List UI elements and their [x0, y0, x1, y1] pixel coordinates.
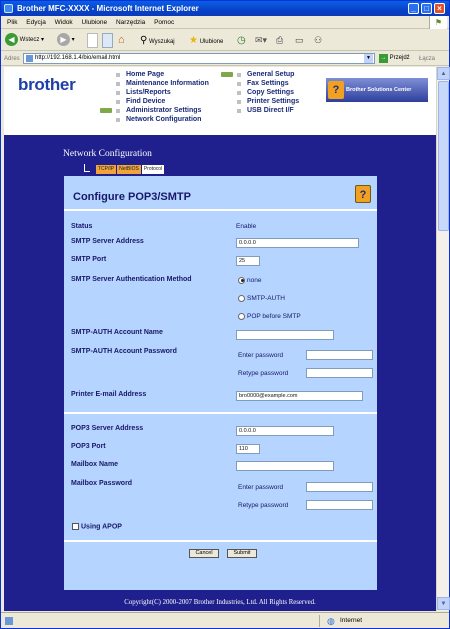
divider — [319, 615, 320, 627]
forward-button[interactable]: ▶ ▾ — [57, 33, 75, 48]
brother-logo: brother — [18, 75, 76, 94]
vertical-scrollbar[interactable] — [436, 67, 449, 611]
messenger-icon[interactable]: ⚇ — [314, 35, 323, 45]
mail-icon[interactable]: ✉▾ — [255, 35, 268, 45]
back-label: Wstecz — [19, 37, 40, 44]
globe-icon: ◍ — [327, 616, 335, 626]
menu-view[interactable]: Widok — [54, 19, 73, 26]
nav-printer-settings[interactable]: Printer Settings — [235, 97, 299, 106]
go-arrow-icon: → — [380, 55, 387, 61]
web-page — [4, 67, 436, 611]
account-name-input[interactable] — [236, 330, 334, 340]
submit-button[interactable]: Submit — [227, 549, 257, 558]
menu-favorites[interactable]: Ulubione — [81, 19, 108, 26]
refresh-icon[interactable] — [102, 33, 113, 48]
pop3-address-label: POP3 Server Address — [71, 425, 144, 432]
divider — [64, 412, 377, 414]
back-button[interactable]: ◀ Wstecz ▾ — [5, 33, 44, 48]
help-question-icon: ? — [328, 81, 344, 99]
go-label: Przejdź — [389, 55, 410, 61]
smtp-port-input[interactable]: 25 — [236, 256, 260, 266]
arrow-icon — [100, 108, 112, 113]
favorites-button[interactable] — [189, 33, 223, 48]
enter-password-label: Enter password — [238, 484, 284, 491]
search-label: Wyszukaj — [149, 39, 175, 45]
menu-tools[interactable]: Narzędzia — [115, 19, 146, 26]
help-icon[interactable]: ? — [355, 185, 371, 203]
form-title: Configure POP3/SMTP — [73, 191, 191, 203]
solutions-center-link[interactable] — [326, 78, 428, 102]
nav-network-configuration[interactable]: Network Configuration — [114, 115, 209, 124]
nav-find-device[interactable]: Find Device — [114, 97, 209, 106]
tab-tcpip[interactable]: TCP/IP — [98, 166, 115, 172]
nav-home-page[interactable]: Home Page — [114, 70, 209, 79]
edit-icon[interactable]: ▭ — [295, 35, 304, 45]
title-bar — [1, 1, 449, 16]
mailbox-name-input[interactable] — [236, 461, 334, 471]
address-url: http://192.168.1.4/bio/email.html — [35, 55, 121, 61]
nav-lists-reports[interactable]: Lists/Reports — [114, 88, 209, 97]
pop3-port-label: POP3 Port — [71, 443, 106, 450]
nav-administrator-settings[interactable]: Administrator Settings — [114, 106, 209, 115]
status-value: Enable — [236, 223, 257, 230]
favorites-label: Ulubione — [199, 39, 224, 45]
tree-connector — [84, 164, 90, 172]
print-icon[interactable]: ⎙ — [276, 35, 284, 45]
page-icon — [26, 55, 33, 62]
retype-password-label: Retype password — [238, 502, 289, 509]
nav-usb-direct[interactable]: USB Direct I/F — [235, 106, 299, 115]
account-name-label: SMTP-AUTH Account Name — [71, 329, 163, 336]
nav-maintenance-information[interactable]: Maintenance Information — [114, 79, 209, 88]
menu-file[interactable]: Plik — [7, 19, 18, 26]
address-bar — [1, 52, 449, 66]
radio-icon — [238, 313, 245, 320]
zone-label: Internet — [340, 617, 363, 624]
form-panel — [64, 176, 377, 590]
auth-pop-before-smtp-radio[interactable]: POP before SMTP — [238, 312, 301, 321]
mailbox-password-retype-input[interactable] — [306, 500, 373, 510]
stop-icon[interactable] — [87, 33, 98, 48]
search-icon: ⚲ — [140, 35, 148, 46]
divider — [64, 540, 377, 542]
cancel-button[interactable]: Cancel — [189, 549, 219, 558]
section-tabs — [96, 165, 165, 174]
solutions-center-label: Brother Solutions Center — [346, 87, 412, 93]
tab-netbios[interactable]: NetBIOS — [119, 166, 139, 172]
checkbox-icon — [72, 523, 79, 530]
pop3-address-input[interactable]: 0.0.0.0 — [236, 426, 334, 436]
scroll-up-icon[interactable]: ▲ — [437, 67, 450, 80]
back-arrow-icon: ◀ — [5, 33, 18, 46]
address-dropdown-icon[interactable]: ▼ — [364, 54, 373, 63]
menu-edit[interactable]: Edycja — [26, 19, 46, 26]
address-input[interactable] — [23, 53, 375, 64]
smtp-port-label: SMTP Port — [71, 256, 107, 263]
auth-method-label: SMTP Server Authentication Method — [71, 276, 192, 283]
maximize-button[interactable]: □ — [421, 3, 432, 14]
nav-left — [114, 70, 209, 124]
window-title: Brother MFC-XXXX - Microsoft Internet Explorer — [17, 4, 199, 13]
content-area — [4, 135, 436, 611]
forward-arrow-icon: ▶ — [57, 33, 70, 46]
minimize-button[interactable]: _ — [408, 3, 419, 14]
tab-protocol[interactable]: Protocol — [143, 166, 163, 172]
account-password-input[interactable] — [306, 350, 373, 360]
star-icon: ★ — [189, 35, 198, 46]
copyright: Copyright(C) 2000-2007 Brother Industries, Ltd. All Rights Reserved. — [124, 599, 316, 606]
smtp-address-input[interactable]: 0.0.0.0 — [236, 238, 359, 248]
apop-checkbox[interactable] — [72, 523, 122, 530]
links-label[interactable]: Łącza — [419, 56, 436, 62]
menu-help[interactable]: Pomoc — [154, 19, 175, 26]
printer-email-label: Printer E-mail Address — [71, 391, 147, 398]
go-button[interactable] — [379, 53, 410, 65]
scroll-down-icon[interactable]: ▼ — [437, 597, 450, 610]
enter-password-label: Enter password — [238, 352, 284, 359]
toolbar — [1, 30, 449, 51]
home-icon[interactable]: ⌂ — [118, 34, 125, 46]
mailbox-name-label: Mailbox Name — [71, 461, 119, 468]
status-label: Status — [71, 223, 93, 230]
ie-icon — [4, 4, 13, 13]
account-password-label: SMTP-AUTH Account Password — [71, 348, 177, 355]
scroll-thumb[interactable] — [438, 81, 449, 231]
pop3-port-input[interactable]: 110 — [236, 444, 260, 454]
mailbox-password-input[interactable] — [306, 482, 373, 492]
address-label: Adres — [4, 56, 20, 62]
nav-general-setup[interactable]: General Setup — [235, 70, 299, 79]
windows-logo-icon: ⚑ — [429, 16, 447, 29]
section-title: Network Configuration — [63, 149, 152, 159]
nav-fax-settings[interactable]: Fax Settings — [235, 79, 299, 88]
auth-smtp-auth-radio[interactable]: SMTP-AUTH — [238, 294, 285, 303]
search-button[interactable] — [140, 33, 175, 48]
radio-icon — [238, 295, 245, 302]
arrow-icon — [221, 72, 233, 77]
menu-bar — [1, 16, 449, 29]
account-password-retype-input[interactable] — [306, 368, 373, 378]
printer-email-input[interactable]: bro0000@example.com — [236, 391, 363, 401]
radio-selected-icon — [238, 277, 245, 284]
auth-none-radio[interactable]: none — [238, 276, 261, 285]
smtp-address-label: SMTP Server Address — [71, 238, 144, 245]
status-bar — [1, 612, 449, 628]
close-button[interactable]: × — [434, 3, 445, 14]
nav-copy-settings[interactable]: Copy Settings — [235, 88, 299, 97]
retype-password-label: Retype password — [238, 370, 289, 377]
history-icon[interactable]: ◷ — [237, 35, 246, 46]
mailbox-password-label: Mailbox Password — [71, 480, 133, 487]
page-status-icon — [5, 617, 13, 625]
nav-right — [235, 70, 299, 115]
apop-label: Using APOP — [81, 523, 122, 531]
divider — [64, 209, 377, 211]
